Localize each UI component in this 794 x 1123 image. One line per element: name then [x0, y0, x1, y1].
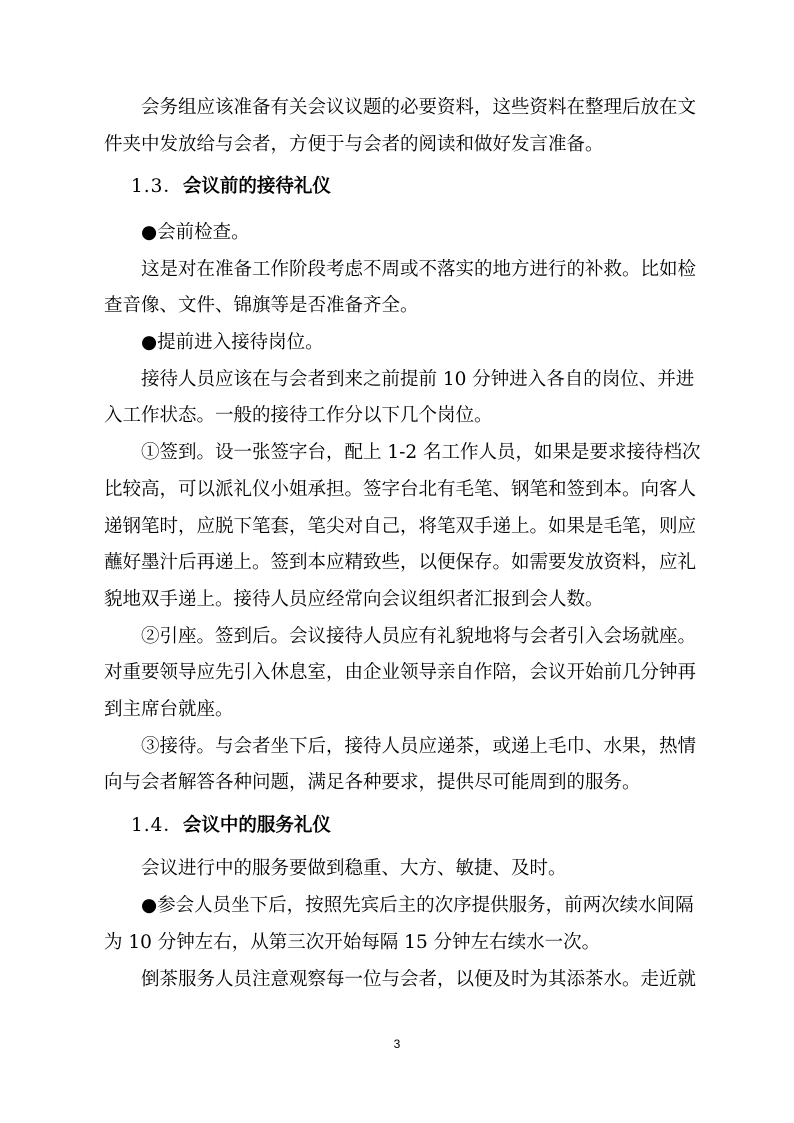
- paragraph-line: 貌地双手递上。接待人员应经常向会议组织者汇报到会人数。: [104, 589, 604, 610]
- paragraph-line: 为 10 分钟左右，从第三次开始每隔 15 分钟左右续水一次。: [104, 932, 601, 953]
- paragraph-line: 入工作状态。一般的接待工作分以下几个岗位。: [104, 405, 493, 426]
- paragraph-line: 倒茶服务人员注意观察每一位与会者，以便及时为其添茶水。走近就: [141, 969, 697, 990]
- heading-title: 会议中的服务礼仪: [182, 815, 331, 836]
- paragraph-line: 件夹中发放给与会者，方便于与会者的阅读和做好发言准备。: [104, 134, 604, 155]
- paragraph-line: 查音像、文件、锦旗等是否准备齐全。: [104, 295, 419, 316]
- paragraph-line: 到主席台就座。: [104, 699, 234, 720]
- paragraph-line: 会议进行中的服务要做到稳重、大方、敏捷、及时。: [141, 858, 567, 879]
- paragraph-line: ②引座。签到后。会议接待人员应有礼貌地将与会者引入会场就座。: [141, 626, 697, 647]
- paragraph-line: 递钢笔时，应脱下笔套，笔尖对自己，将笔双手递上。如果是毛笔，则应: [104, 516, 697, 537]
- section-heading-1-3: [131, 175, 331, 199]
- heading-title: 会议前的接待礼仪: [182, 176, 331, 197]
- paragraph-line: 会务组应该准备有关会议议题的必要资料，这些资料在整理后放在文: [141, 97, 697, 118]
- paragraph-line: 对重要领导应先引入休息室，由企业领导亲自作陪，会议开始前几分钟再: [104, 662, 697, 683]
- page-number: 3: [393, 1037, 401, 1051]
- heading-number: 1.4．: [131, 815, 183, 836]
- bullet-item: ●会前检查。: [141, 222, 250, 243]
- paragraph-line: ①签到。设一张签字台，配上 1-2 名工作人员，如果是要求接待档次: [141, 442, 701, 463]
- bullet-item: ●参会人员坐下后，按照先宾后主的次序提供服务，前两次续水间隔: [141, 895, 694, 916]
- paragraph-line: ③接待。与会者坐下后，接待人员应递茶，或递上毛巾、水果，热情: [141, 736, 697, 757]
- paragraph-line: 接待人员应该在与会者到来之前提前 10 分钟进入各自的岗位、并进: [141, 369, 695, 390]
- paragraph-line: 蘸好墨汁后再递上。签到本应精致些，以便保存。如需要发放资料，应礼: [104, 552, 697, 573]
- paragraph-line: 比较高，可以派礼仪小姐承担。签字台北有毛笔、钢笔和签到本。向客人: [104, 479, 697, 500]
- paragraph-line: 向与会者解答各种问题，满足各种要求，提供尽可能周到的服务。: [104, 772, 641, 793]
- section-heading-1-4: [131, 814, 331, 838]
- paragraph-line: 这是对在准备工作阶段考虑不周或不落实的地方进行的补救。比如检: [141, 259, 697, 280]
- bullet-item: ●提前进入接待岗位。: [141, 332, 324, 353]
- heading-number: 1.3．: [131, 176, 183, 197]
